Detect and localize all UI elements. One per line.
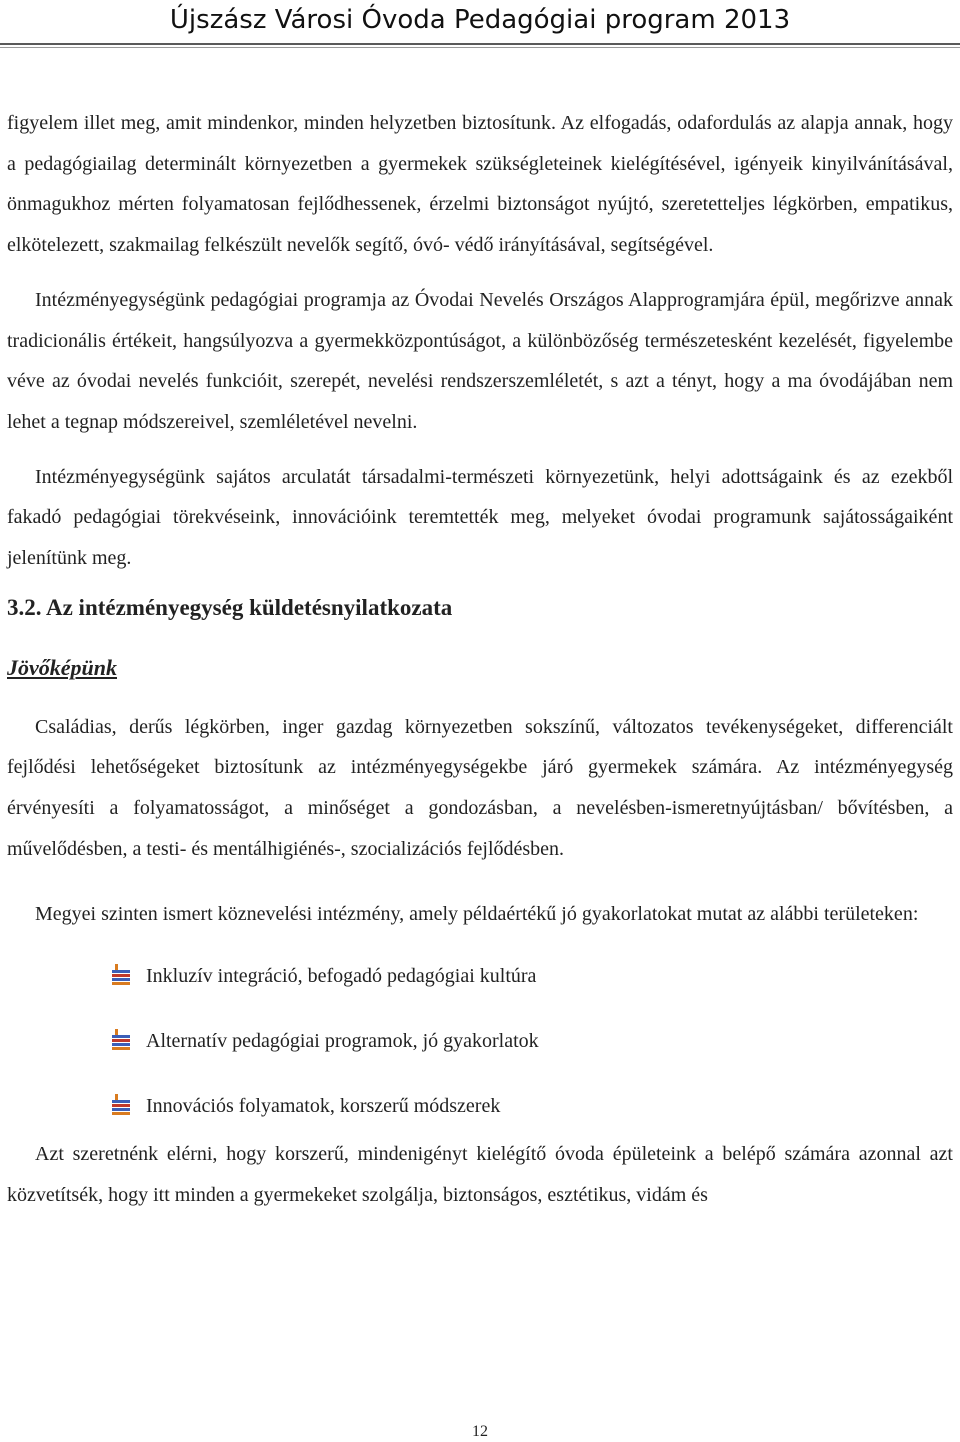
book-stack-bullet-icon xyxy=(110,1094,132,1116)
page-number: 12 xyxy=(472,1423,488,1440)
document-body xyxy=(7,103,953,1216)
header-rule-thin xyxy=(0,47,960,48)
page-header-title: Újszász Városi Óvoda Pedagógiai program 2013 xyxy=(169,5,791,35)
list-item xyxy=(7,1092,953,1120)
list-item xyxy=(7,1027,953,1055)
list-item-text: Inkluzív integráció, befogadó pedagógiai kultúra xyxy=(146,965,537,988)
paragraph-recognition: Megyei szinten ismert köznevelési intézmény, amely példaértékű jó gyakorlatokat mutat az alábbi területeken: xyxy=(35,902,919,925)
book-stack-bullet-icon xyxy=(110,1029,132,1051)
section-heading: 3.2. Az intézményegység küldetésnyilatkozata xyxy=(7,594,453,620)
paragraph-vision: Családias, derűs légkörben, inger gazdag környezetben sokszínű, változatos tevékenységeket, differenciált fejlődési lehetőségeket biztosítunk az intézményegységekbe járó gyermekek számára. Az intézményegység érvényesíti a folyamatosságot, a minőséget a gondozásban, a nevelésben-ismeretnyújtásban/ bővítésben, a művelődésben, a testi- és mentálhigiénés-, szocializációs fejlődésben. xyxy=(7,715,953,860)
list-item-text: Alternatív pedagógiai programok, jó gyakorlatok xyxy=(146,1030,539,1053)
bullet-list xyxy=(7,962,953,1120)
book-stack-bullet-icon xyxy=(110,964,132,986)
list-item-text: Innovációs folyamatok, korszerű módszerek xyxy=(146,1095,501,1118)
paragraph-program-identity: Intézményegységünk sajátos arculatát társadalmi-természeti környezetünk, helyi adottságaink és az ezekből fakadó pedagógiai törekvéseink, innovációink teremtették meg, melyeket óvodai programunk sajátosságaiként jelenítünk meg. xyxy=(7,465,953,570)
paragraph-intro: figyelem illet meg, amit mindenkor, minden helyzetben biztosítunk. Az elfogadás, odafordulás az alapja annak, hogy a pedagógiailag determinált környezetben a gyermekek szükségleteinek kielégítésével, igényeik kinyilvánításával, önmagukhoz mérten folyamatosan fejlődhessenek, érzelmi biztonságot nyújtó, szeretetteljes légkörben, empatikus, elkötelezett, szakmailag felkészült nevelők segítő, óvó- védő irányításával, segítségével. xyxy=(7,112,953,257)
subsection-heading: Jövőképünk xyxy=(7,654,117,680)
paragraph-goal: Azt szeretnénk elérni, hogy korszerű, mindenigényt kielégítő óvoda épületeink a belépő számára azonnal azt közvetítsék, hogy itt minden a gyermekeket szolgálja, biztonságos, esztétikus, vidám és xyxy=(7,1143,953,1206)
list-item xyxy=(7,962,953,990)
header-rule xyxy=(0,43,960,45)
paragraph-program-basis: Intézményegységünk pedagógiai programja az Óvodai Nevelés Országos Alapprogramjára épül, megőrizve annak tradicionális értékeit, hangsúlyozva a gyermekközpontúságot, a különbözőség természetesként kezelését, figyelembe véve az óvodai nevelés funkcióit, szerepét, nevelési rendszerszemléletét, s azt a tényt, hogy a ma óvodájában nem lehet a tegnap módszereivel, szemléletével nevelni. xyxy=(7,288,953,433)
